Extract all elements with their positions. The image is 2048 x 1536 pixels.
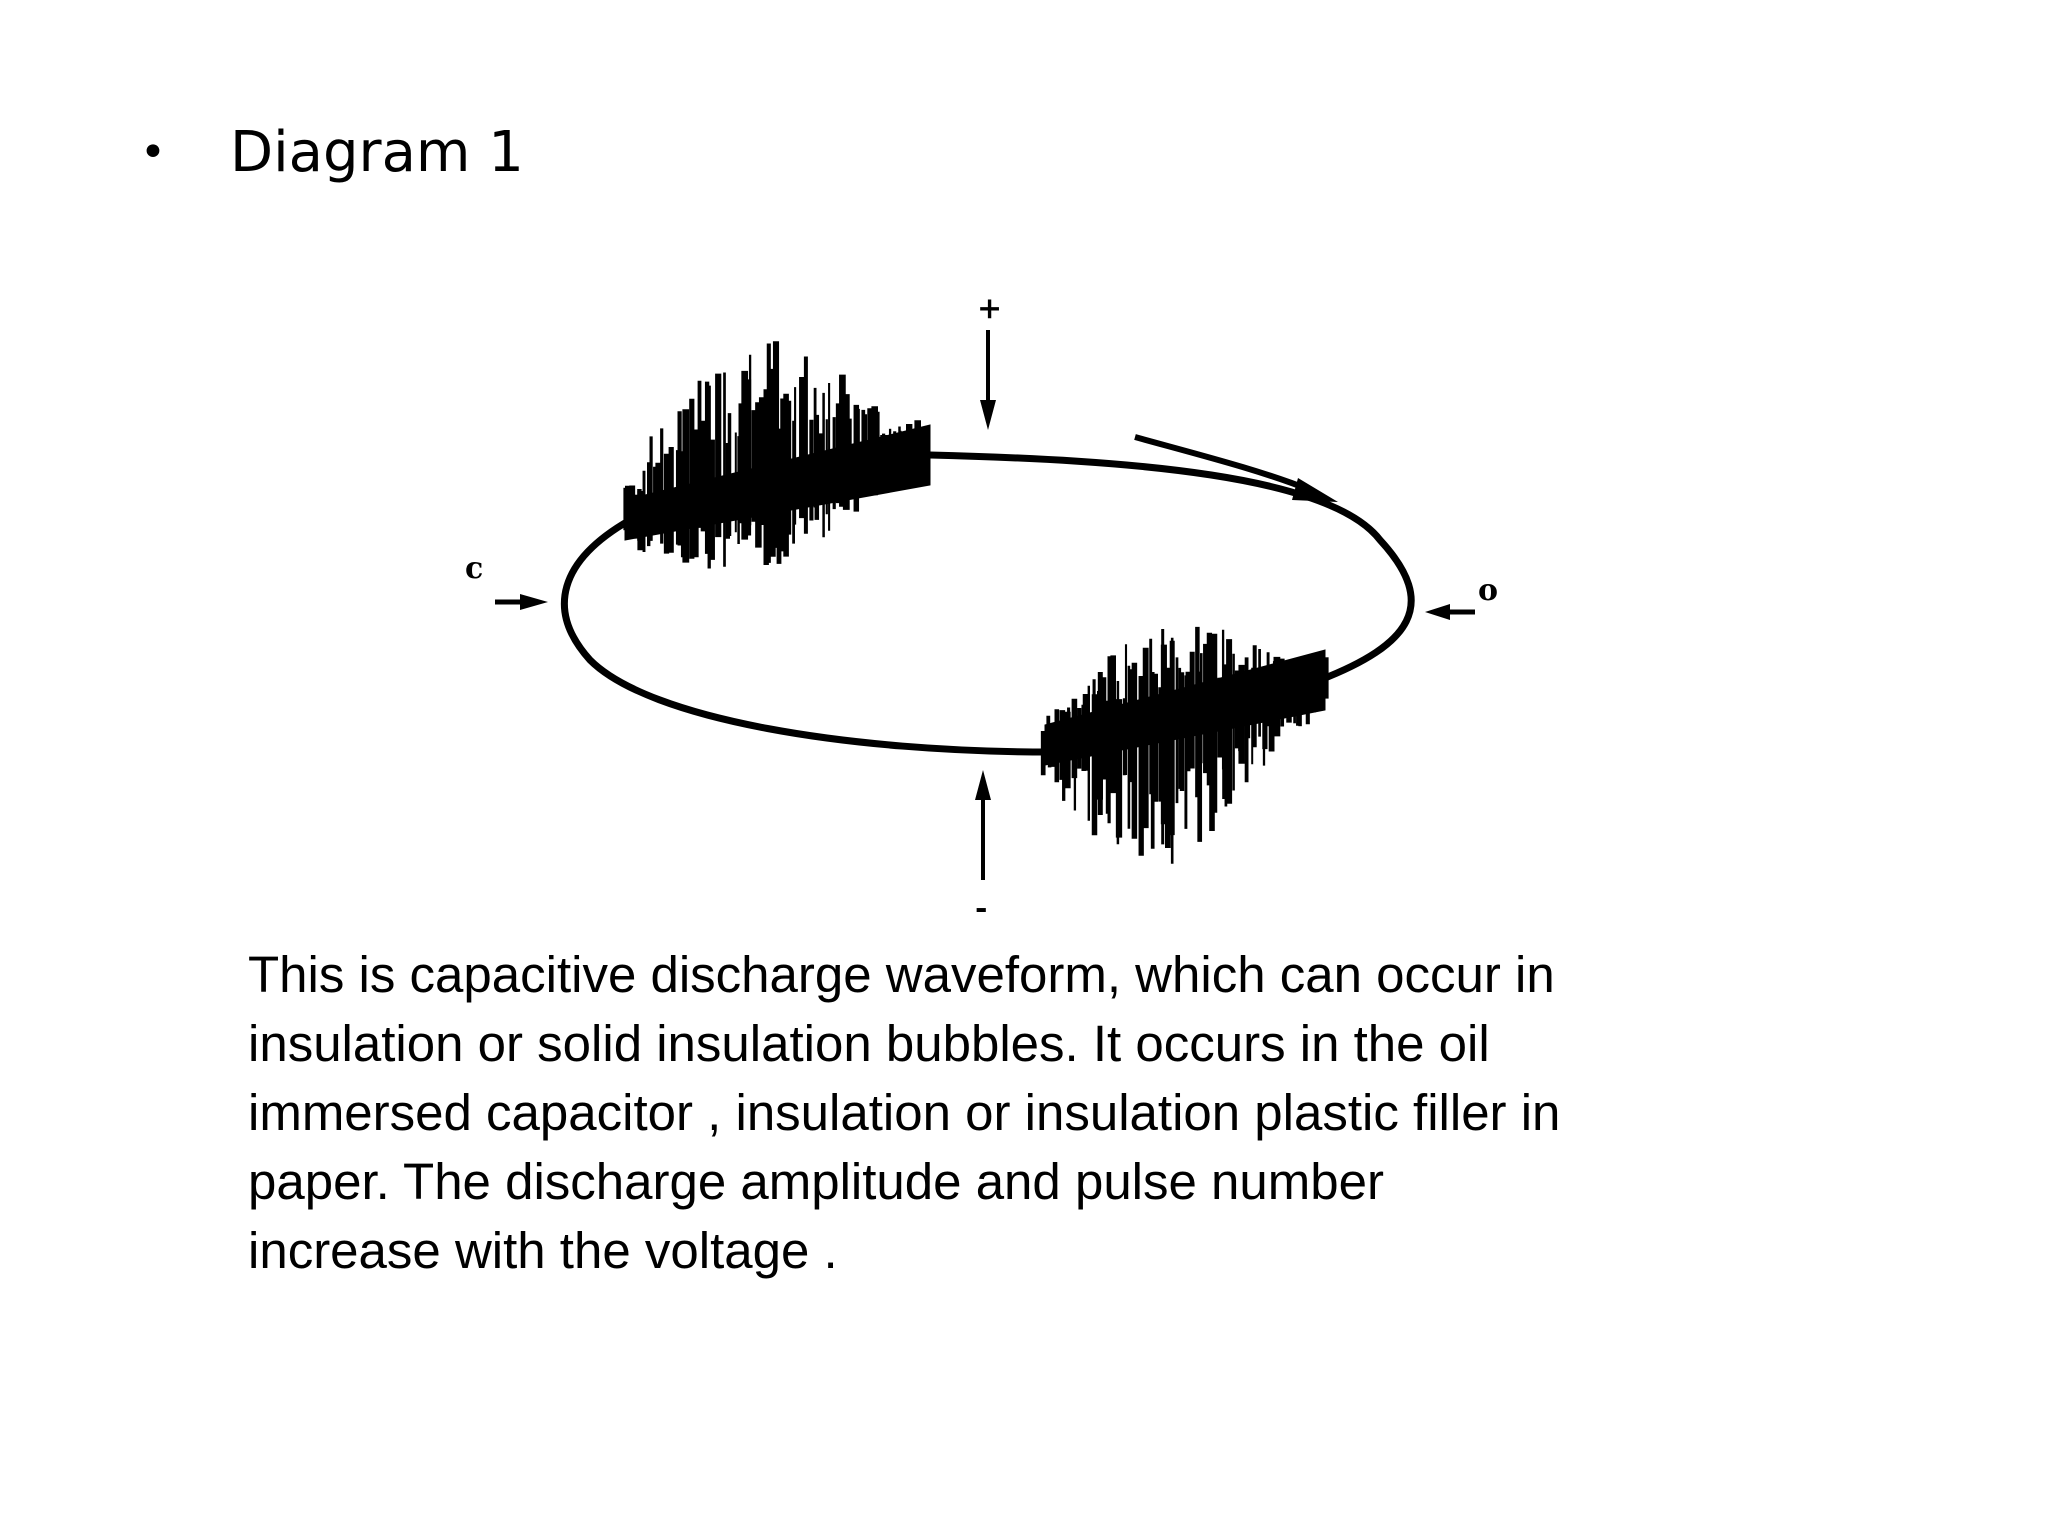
slide-heading: Diagram 1: [230, 120, 524, 185]
left-label: c: [465, 551, 484, 586]
left-arrow-icon: [495, 594, 548, 610]
positive-peak-arrow-icon: [980, 330, 996, 430]
plus-label: +: [977, 291, 1003, 326]
negative-peak-arrow-icon: [975, 770, 991, 880]
right-label: o: [1478, 573, 1499, 608]
negative-half-pulse-cluster: [1043, 627, 1327, 864]
right-arrow-icon: [1425, 604, 1475, 620]
positive-half-pulse-cluster: [625, 341, 930, 568]
diagram-caption: This is capacitive discharge waveform, which can occur in insulation or solid insulation bubbles. It occurs in the oil immersed capacitor , insulation or insulation plastic filler in paper. The discharge amplitude and pulse number increase with the voltage .: [248, 946, 1561, 1279]
minus-label: -: [975, 891, 988, 926]
bullet-point-icon: •: [140, 127, 166, 178]
